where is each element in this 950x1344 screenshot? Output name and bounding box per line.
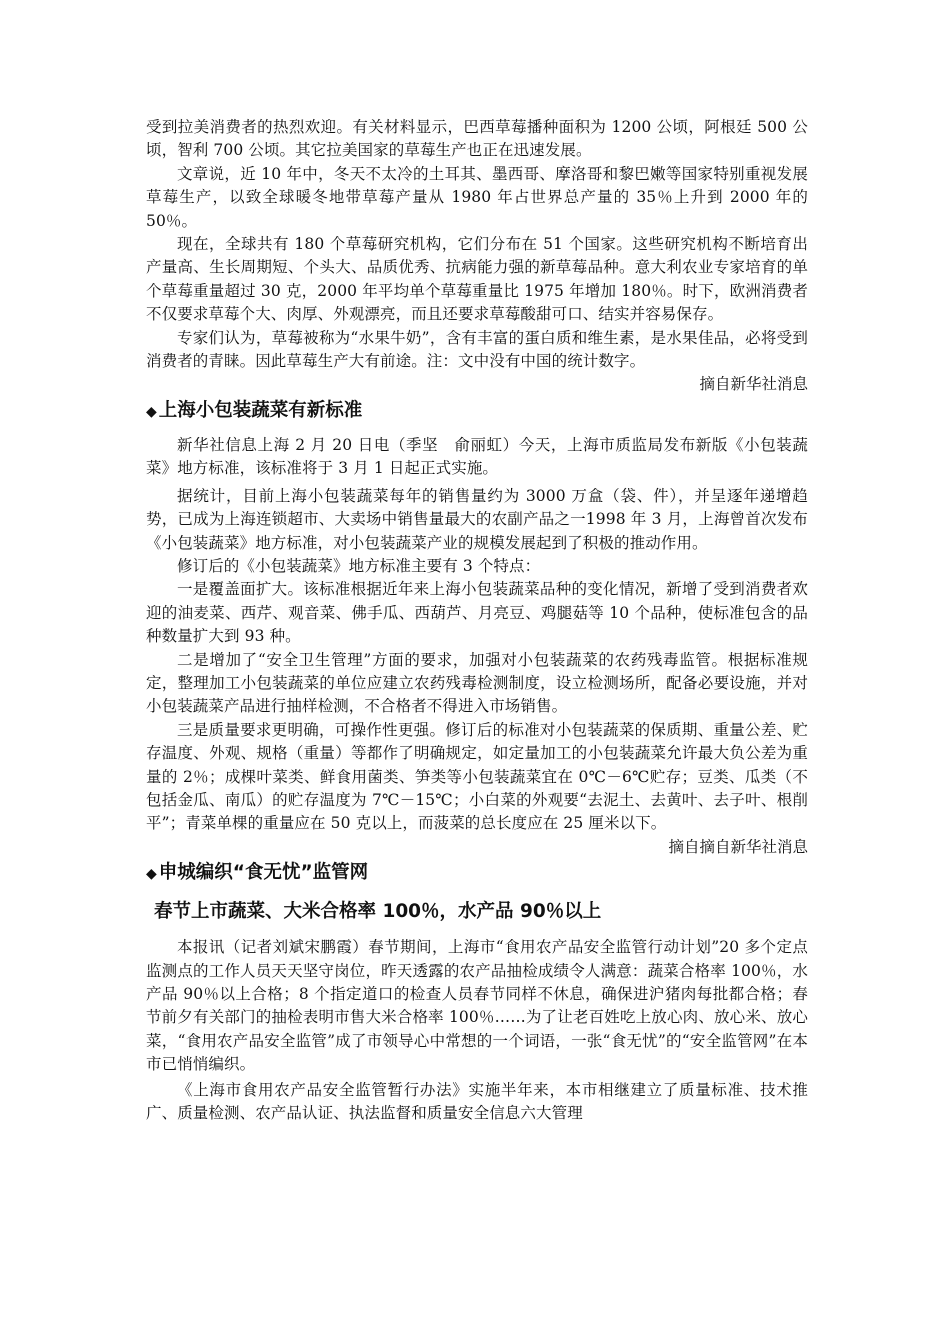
article-strawberry: [146, 116, 808, 397]
source-attribution: 摘自摘自新华社消息: [668, 837, 808, 856]
diamond-bullet-icon: ◆: [146, 866, 157, 883]
source-attribution: 摘自新华社消息: [699, 375, 808, 394]
article-vegetable-standard: [146, 399, 808, 859]
article-title: [146, 399, 808, 424]
article-title-text: 上海小包装蔬菜有新标准: [158, 399, 363, 421]
paragraph: 现在，全球共有 180 个草莓研究机构，它们分布在 51 个国家。这些研究机构不断培育出产量高、生长周期短、个头大、品质优秀、抗病能力强的新草莓品种。意大利农业专家培育的单个草莓重量超过 30 克，2000 年平均单个草莓重量比 1975 年增加 180％。时下，欧洲消费者不仅要求草莓个大、肉厚、外观漂亮，而且还要求草莓酸甜可口、结实并容易保存。: [146, 235, 808, 324]
paragraph: 本报讯（记者刘斌宋鹏霞）春节期间，上海市“食用农产品安全监管行动计划”20 多个定点监测点的工作人员天天坚守岗位，昨天透露的农产品抽检成绩令人满意：蔬菜合格率 100％，水产品 90％以上合格；8 个指定道口的检查人员春节同样不休息，确保进沪猪肉每批都合格；春节前夕有关部门的抽检表明市售大米合格率 100％……为了让老百姓吃上放心肉、放心米、放心菜，“食用农产品安全监管”成了市领导心中常想的一个词语，一张“食无忧”的“安全监管网”在本市已悄悄编织。: [146, 938, 808, 1074]
diamond-bullet-icon: ◆: [146, 403, 157, 420]
paragraph: 修订后的《小包装蔬菜》地方标准主要有 3 个特点：: [177, 556, 541, 575]
document-page: [146, 116, 808, 1125]
paragraph: 二是增加了“安全卫生管理”方面的要求，加强对小包装蔬菜的农药残毒监管。根据标准规定，整理加工小包装蔬菜的单位应建立农药残毒检测制度，设立检测场所，配备必要设施，并对小包装蔬菜产品进行抽样检测，不合格者不得进入市场销售。: [146, 650, 808, 716]
paragraph: 据统计，目前上海小包装蔬菜每年的销售量约为 3000 万盒（袋、件），并呈逐年递增趋势，已成为上海连锁超市、大卖场中销售量最大的农副产品之一1998 年 3 月，上海曾首次发布《小包装蔬菜》地方标准，对小包装蔬菜产业的规模发展起到了积极的推动作用。: [146, 486, 808, 552]
paragraph: 专家们认为，草莓被称为“水果牛奶”，含有丰富的蛋白质和维生素，是水果佳品，必将受到消费者的青睐。因此草莓生产大有前途。注：文中没有中国的统计数字。: [146, 328, 808, 371]
article-title: [146, 861, 808, 886]
article-title-text: 申城编织“食无忧”监管网: [158, 862, 369, 884]
paragraph: 一是覆盖面扩大。该标准根据近年来上海小包装蔬菜品种的变化情况，新增了受到消费者欢迎的油麦菜、西芹、观音菜、佛手瓜、西葫芦、月亮豆、鸡腿菇等 10 个品种，使标准包含的品种数量扩大到 93 种。: [146, 580, 808, 646]
article-food-safety-net: [146, 861, 808, 1125]
paragraph: 《上海市食用农产品安全监管暂行办法》实施半年来，本市相继建立了质量标准、技术推广、质量检测、农产品认证、执法监督和质量安全信息六大管理: [146, 1080, 808, 1123]
paragraph: 三是质量要求更明确，可操作性更强。修订后的标准对小包装蔬菜的保质期、重量公差、贮存温度、外观、规格（重量）等都作了明确规定，如定量加工的小包装蔬菜允许最大负公差为重量的 2％；成棵叶菜类、鲜食用菌类、笋类等小包装蔬菜宜在 0℃－6℃贮存；豆类、瓜类（不包括金瓜、南瓜）的贮存温度为 7℃－15℃；小白菜的外观要“去泥土、去黄叶、去子叶、根削平”；青菜单棵的重量应在 50 克以上，而菠菜的总长度应在 25 厘米以下。: [146, 720, 808, 833]
paragraph: 新华社信息上海 2 月 20 日电（季坚 俞丽虹）今天，上海市质监局发布新版《小包装蔬菜》地方标准，该标准将于 3 月 1 日起正式实施。: [146, 435, 808, 478]
paragraph: 文章说，近 10 年中，冬天不太冷的土耳其、墨西哥、摩洛哥和黎巴嫩等国家特别重视发展草莓生产，以致全球暖冬地带草莓产量从 1980 年占世界总产量的 35％上升到 2000 年的 50％。: [146, 164, 808, 230]
article-subtitle: 春节上市蔬菜、大米合格率 100％，水产品 90％以上: [154, 901, 602, 923]
paragraph: 受到拉美消费者的热烈欢迎。有关材料显示，巴西草莓播种面积为 1200 公顷，阿根廷 500 公顷，智利 700 公顷。其它拉美国家的草莓生产也正在迅速发展。: [146, 118, 808, 160]
